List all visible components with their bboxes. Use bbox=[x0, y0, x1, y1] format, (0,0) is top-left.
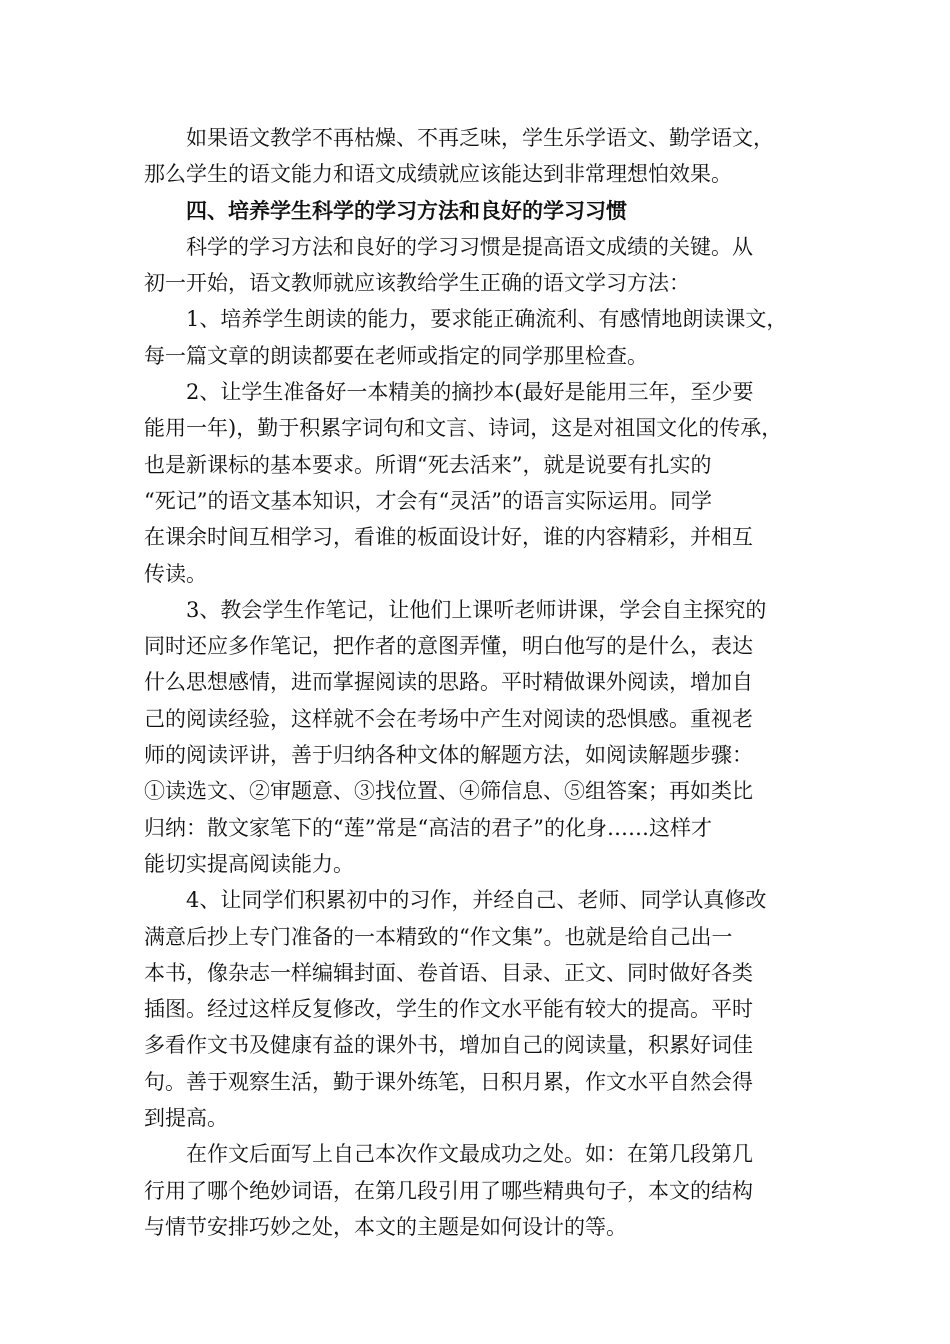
paragraph-line: 那么学生的语文能力和语文成绩就应该能达到非常理想怕效果。 bbox=[144, 162, 732, 187]
paragraph-line: 什么思想感情，进而掌握阅读的思路。平时精做课外阅读，增加自 bbox=[144, 670, 753, 695]
paragraph-line: 初一开始，语文教师就应该教给学生正确的语文学习方法： bbox=[144, 271, 690, 296]
paragraph bbox=[144, 229, 820, 302]
paragraph-line: ①读选文、②审题意、③找位置、④筛信息、⑤组答案；再如类比 bbox=[144, 779, 753, 804]
paragraph-line: 行用了哪个绝妙词语，在第几段引用了哪些精典句子，本文的结构 bbox=[144, 1178, 753, 1203]
paragraph-line: 科学的学习方法和良好的学习习惯是提高语文成绩的关键。从 bbox=[186, 234, 753, 259]
paragraph-line: 到提高。 bbox=[144, 1106, 228, 1131]
paragraph-line: 传读。 bbox=[144, 561, 207, 586]
paragraph-line: 也是新课标的基本要求。所谓“死去活来”，就是说要有扎实的 bbox=[144, 452, 712, 477]
paragraph-line: 在课余时间互相学习，看谁的板面设计好，谁的内容精彩，并相互 bbox=[144, 525, 753, 550]
paragraph bbox=[144, 592, 820, 882]
paragraph-line: 归纳：散文家笔下的“莲”常是“高洁的君子”的化身……这样才 bbox=[144, 815, 712, 840]
paragraph-line: 2、让学生准备好一本精美的摘抄本(最好是能用三年，至少要 bbox=[186, 380, 754, 405]
paragraph-line: 如果语文教学不再枯燥、不再乏味，学生乐学语文、勤学语文， bbox=[186, 126, 774, 150]
paragraph bbox=[144, 120, 820, 193]
paragraph-line: 同时还应多作笔记，把作者的意图弄懂，明白他写的是什么，表达 bbox=[144, 634, 753, 659]
paragraph bbox=[144, 1136, 820, 1245]
heading-text: 四、培养学生科学的学习方法和良好的学习习惯 bbox=[186, 198, 627, 223]
paragraph-line: “死记”的语文基本知识，才会有“灵活”的语言实际运用。同学 bbox=[144, 488, 712, 513]
paragraph-line: 本书，像杂志一样编辑封面、卷首语、目录、正文、同时做好各类 bbox=[144, 960, 753, 985]
document-body bbox=[144, 120, 820, 1245]
paragraph-line: 与情节安排巧妙之处，本文的主题是如何设计的等。 bbox=[144, 1214, 627, 1239]
paragraph-line: 每一篇文章的朗读都要在老师或指定的同学那里检查。 bbox=[144, 343, 648, 368]
paragraph-line: 满意后抄上专门准备的一本精致的“作文集”。也就是给自己出一 bbox=[144, 924, 733, 949]
paragraph-line: 己的阅读经验，这样就不会在考场中产生对阅读的恐惧感。重视老 bbox=[144, 706, 753, 731]
paragraph bbox=[144, 301, 820, 374]
paragraph-line: 能用一年)，勤于积累字词句和文言、诗词，这是对祖国文化的传承， bbox=[144, 416, 783, 441]
paragraph-line: 1、培养学生朗读的能力，要求能正确流利、有感情地朗读课文， bbox=[186, 307, 788, 332]
paragraph-line: 3、教会学生作笔记，让他们上课听老师讲课，学会自主探究的 bbox=[186, 597, 767, 622]
paragraph-line: 多看作文书及健康有益的课外书，增加自己的阅读量，积累好词佳 bbox=[144, 1033, 753, 1058]
paragraph-line: 4、让同学们积累初中的习作，并经自己、老师、同学认真修改 bbox=[186, 888, 767, 913]
paragraph-line: 插图。经过这样反复修改，学生的作文水平能有较大的提高。平时 bbox=[144, 997, 753, 1022]
paragraph-line: 师的阅读评讲，善于归纳各种文体的解题方法，如阅读解题步骤： bbox=[144, 743, 753, 768]
paragraph-line: 句。善于观察生活，勤于课外练笔，日积月累，作文水平自然会得 bbox=[144, 1069, 753, 1094]
paragraph bbox=[144, 882, 820, 1136]
paragraph bbox=[144, 374, 820, 592]
paragraph-line: 能切实提高阅读能力。 bbox=[144, 851, 354, 876]
section-heading bbox=[144, 193, 820, 229]
paragraph-line: 在作文后面写上自己本次作文最成功之处。如：在第几段第几 bbox=[186, 1142, 753, 1167]
